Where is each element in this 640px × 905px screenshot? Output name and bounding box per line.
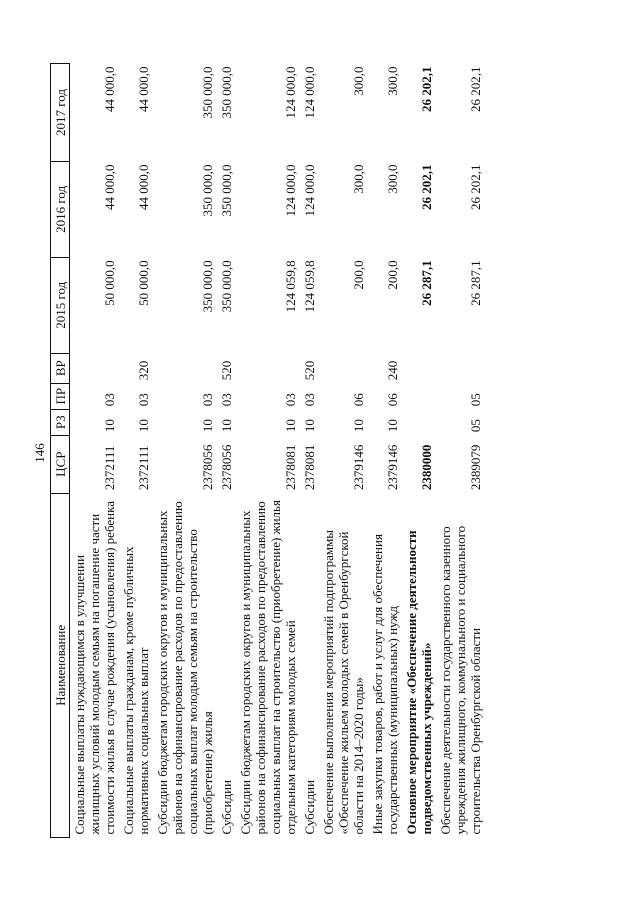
cell-name: Социальные выплаты нуждающимся в улучшении жилищных условий молодым семьям на погашение части стоимости жилья в случае рождения (усыновления) ребенка bbox=[72, 500, 117, 834]
cell-rz: 10 bbox=[385, 418, 400, 432]
cell-2016: 124 000,0 bbox=[302, 163, 317, 216]
header-csr: ЦСР bbox=[51, 435, 70, 493]
cell-2016: 300,0 bbox=[351, 163, 366, 194]
cell-vr bbox=[153, 353, 217, 383]
header-vr: ВР bbox=[51, 353, 70, 383]
cell-2015: 26 287,1 bbox=[468, 259, 483, 306]
cell-csr: 2379146 bbox=[385, 444, 400, 490]
cell-vr bbox=[436, 353, 485, 383]
table-row bbox=[319, 63, 368, 837]
header-name: Наименование bbox=[51, 493, 70, 837]
cell-2016: 350 000,0 bbox=[200, 163, 215, 216]
cell-vr: 320 bbox=[136, 360, 151, 380]
cell-2017: 26 202,1 bbox=[419, 66, 434, 112]
cell-vr bbox=[70, 353, 120, 383]
cell-csr: 2372111 bbox=[136, 445, 151, 490]
cell-csr: 2378056 bbox=[219, 444, 234, 490]
cell-rz: 10 bbox=[351, 418, 366, 432]
cell-2016: 44 000,0 bbox=[102, 163, 117, 210]
table-row bbox=[236, 63, 300, 837]
cell-2015: 26 287,1 bbox=[419, 259, 434, 306]
cell-2017: 44 000,0 bbox=[102, 66, 117, 112]
cell-pr: 03 bbox=[136, 392, 151, 406]
cell-2017: 300,0 bbox=[351, 66, 366, 96]
cell-pr: 06 bbox=[351, 392, 366, 406]
cell-pr: 03 bbox=[302, 392, 317, 406]
cell-name: Социальные выплаты гражданам, кроме публичных нормативных социальных выплат bbox=[121, 546, 151, 834]
cell-2017: 26 202,1 bbox=[468, 66, 483, 112]
cell-vr bbox=[319, 353, 368, 383]
cell-csr: 2378081 bbox=[302, 444, 317, 490]
cell-csr: 2389079 bbox=[468, 444, 483, 490]
cell-2017: 44 000,0 bbox=[136, 66, 151, 112]
cell-name: Субсидии бюджетам городских округов и муниципальных районов на софинансирование расходов по предоставлению социальных выплат на строительство (приобретение) жилья отдельным категориям молодых семей bbox=[238, 499, 298, 834]
table-row bbox=[368, 63, 402, 837]
cell-2016: 124 000,0 bbox=[283, 163, 298, 216]
header-2017: 2017 год bbox=[51, 63, 70, 161]
cell-2015: 50 000,0 bbox=[136, 259, 151, 306]
cell-rz: 10 bbox=[283, 418, 298, 432]
cell-2016: 44 000,0 bbox=[136, 163, 151, 210]
cell-2017: 124 000,0 bbox=[283, 66, 298, 118]
cell-rz: 10 bbox=[302, 418, 317, 432]
cell-2015: 350 000,0 bbox=[219, 259, 234, 312]
cell-2017: 350 000,0 bbox=[219, 66, 234, 118]
cell-vr: 240 bbox=[385, 360, 400, 380]
cell-name: Иные закупки товаров, работ и услуг для обеспечения государственных (муниципальных) нужд bbox=[370, 533, 400, 834]
cell-2017: 350 000,0 bbox=[200, 66, 215, 118]
cell-name: Субсидии bbox=[302, 779, 317, 834]
cell-rz bbox=[402, 409, 436, 435]
table-row bbox=[217, 63, 236, 837]
cell-vr bbox=[236, 353, 300, 383]
cell-2015: 350 000,0 bbox=[200, 259, 215, 312]
cell-name: Субсидии бюджетам городских округов и муниципальных районов на софинансирование расходов по предоставлению социальных выплат молодым семьям на строительство (приобретение) жилья bbox=[155, 500, 215, 834]
cell-pr: 06 bbox=[385, 392, 400, 406]
header-rz: РЗ bbox=[51, 409, 70, 435]
cell-pr: 05 bbox=[468, 392, 483, 406]
cell-rz: 10 bbox=[200, 418, 215, 432]
cell-2016: 26 202,1 bbox=[468, 163, 483, 210]
header-2016: 2016 год bbox=[51, 161, 70, 257]
cell-pr: 03 bbox=[102, 392, 117, 406]
table-row bbox=[436, 63, 485, 837]
cell-csr: 2379146 bbox=[351, 444, 366, 490]
table-header bbox=[51, 63, 70, 837]
cell-rz: 10 bbox=[219, 418, 234, 432]
rotated-page bbox=[32, 48, 600, 858]
cell-2015: 124 059,8 bbox=[283, 259, 298, 312]
cell-csr: 2372111 bbox=[102, 445, 117, 490]
cell-2017: 300,0 bbox=[385, 66, 400, 96]
cell-rz: 05 bbox=[468, 418, 483, 432]
header-2015: 2015 год bbox=[51, 257, 70, 353]
table-row bbox=[153, 63, 217, 837]
cell-vr: 520 bbox=[219, 360, 234, 380]
cell-vr bbox=[402, 353, 436, 383]
cell-name: Субсидии bbox=[219, 779, 234, 834]
cell-csr: 2378056 bbox=[200, 444, 215, 490]
cell-csr: 2378081 bbox=[283, 444, 298, 490]
cell-2016: 350 000,0 bbox=[219, 163, 234, 216]
cell-name: Обеспечение выполнения мероприятий подпрограммы «Обеспечение жильем молодых семей в Оренбургской области на 2014–2020 годы» bbox=[321, 529, 366, 834]
cell-pr bbox=[402, 383, 436, 409]
cell-vr: 520 bbox=[302, 360, 317, 380]
cell-csr: 2380000 bbox=[419, 444, 434, 490]
table-row bbox=[300, 63, 319, 837]
cell-rz: 10 bbox=[102, 418, 117, 432]
cell-name: Обеспечение деятельности государственного казенного учреждения жилищного, коммунального и социального строительства Оренбургской области bbox=[438, 525, 483, 834]
cell-2017: 124 000,0 bbox=[302, 66, 317, 118]
header-pr: ПР bbox=[51, 383, 70, 409]
cell-name: Основное мероприятие «Обеспечение деятельности подведомственных учреждений» bbox=[404, 529, 434, 834]
table-row bbox=[70, 63, 120, 837]
cell-pr: 03 bbox=[200, 392, 215, 406]
cell-2016: 300,0 bbox=[385, 163, 400, 194]
cell-pr: 03 bbox=[283, 392, 298, 406]
cell-2015: 200,0 bbox=[351, 259, 366, 290]
table-row bbox=[402, 63, 436, 837]
cell-pr: 03 bbox=[219, 392, 234, 406]
cell-2015: 200,0 bbox=[385, 259, 400, 290]
cell-2015: 50 000,0 bbox=[102, 259, 117, 306]
cell-rz: 10 bbox=[136, 418, 151, 432]
cell-2015: 124 059,8 bbox=[302, 259, 317, 312]
table-row bbox=[119, 63, 153, 837]
budget-table bbox=[50, 63, 485, 838]
cell-2016: 26 202,1 bbox=[419, 163, 434, 210]
page-number: 146 bbox=[32, 442, 47, 463]
